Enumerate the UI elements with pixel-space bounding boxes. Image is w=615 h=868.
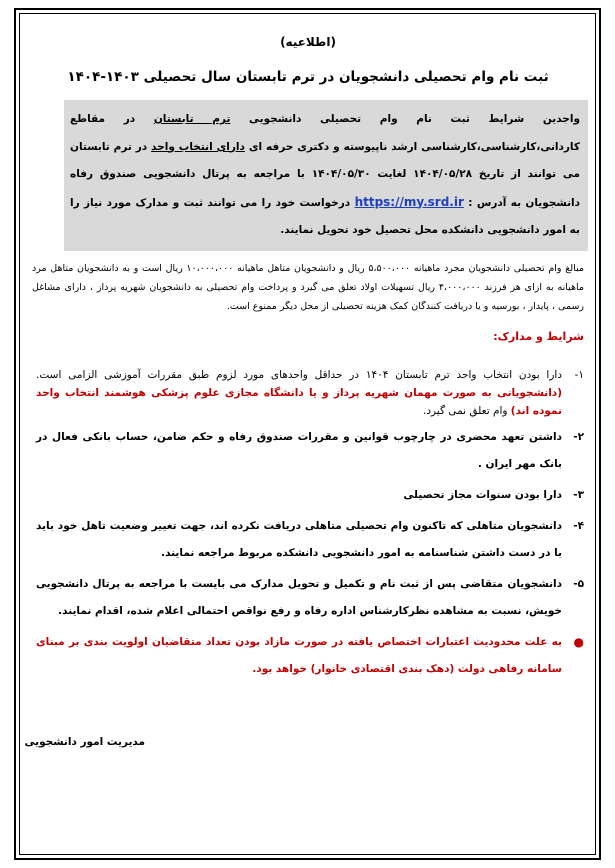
box-text-4: درخواست خود را می توانند ثبت و مدارک مورد نیاز را به امور دانشجویی دانشکده محل تحصیل خود تحویل نمایند.	[70, 196, 580, 236]
box-text-2: در مقاطع کاردانی،کارشناسی،کارشناسی ارشد ناپیوسته و دکتری حرفه ای	[70, 113, 580, 153]
notice-heading: (اطلاعیه)	[280, 35, 336, 49]
list-item	[36, 571, 584, 625]
item-text	[36, 366, 562, 420]
item-text-tail: وام تعلق نمی گیرد.	[423, 404, 511, 417]
box-text-1: واجدین شرایط ثبت نام وام تحصیلی دانشجویی	[230, 113, 580, 125]
notice-title: ثبت نام وام تحصیلی دانشجویان در ترم تابستان سال تحصیلی ۱۴۰۳-۱۴۰۴	[67, 69, 549, 85]
box-underline-course-selection: دارای انتخاب واحد	[151, 140, 245, 153]
item-text-red: (دانشجویانی به صورت مهمان شهریه پرداز و یا دانشگاه مجازی علوم پزشکی هوشمند انتخاب واحد نموده اند)	[36, 386, 562, 417]
priority-note-text: به علت محدودیت اعتبارات اختصاص یافته در صورت مازاد بودن تعداد متقاضیان اولویت بندی بر مبنای سامانه رفاهی دولت (دهک بندی اقتصادی خانوار) خواهد بود.	[36, 635, 562, 675]
conditions-title: شرایط و مدارک:	[493, 329, 584, 343]
conditions-list	[28, 366, 588, 683]
loan-amounts-paragraph: مبالغ وام تحصیلی دانشجویان مجرد ماهیانه ۵،۵۰۰،۰۰۰ ریال و دانشجویان متاهل ماهیانه ۱۰،۰۰۰،۰۰۰ ریال است و به دانشجویان متاهل مرد ماهیانه به ازای هر فرزند ۴،۰۰۰،۰۰۰ ریال تسهیلات اولاد تعلق می گیرد و پرداخت وام تحصیلی به دانشجویان شهریه پرداز ، دارای مشاغل رسمی ، پایدار ، بورسیه و یا دریافت کنندگان کمک هزینه تحصیلی از محل دیگر ممنوع است.	[32, 262, 584, 312]
item-number: ۴-	[573, 519, 584, 532]
signature: مدیریت امور دانشجویی	[24, 736, 145, 748]
item-number: ۱-	[574, 368, 584, 381]
list-item	[36, 424, 584, 478]
list-item	[36, 482, 584, 509]
item-text: دارا بودن سنوات مجاز تحصیلی	[403, 488, 562, 501]
box-text-3: در ترم تابستان می توانند از تاریخ ۱۴۰۴/۰۵/۲۸ لغایت ۱۴۰۴/۰۵/۳۰ با مراجعه به پرتال دانشجویی صندوق رفاه دانشجویان به آدرس :	[70, 140, 581, 209]
bullet-icon: ●	[573, 634, 584, 649]
notice-document	[28, 22, 588, 683]
priority-note	[36, 629, 584, 683]
list-item	[36, 513, 584, 567]
item-text: دانشجویان متقاضی پس از ثبت نام و تکمیل و تحویل مدارک می بایست با مراجعه به پرتال دانشجویی خویش، نسبت به مشاهده نظرکارشناس اداره رفاه و رفع نواقص احتمالی اعلام شده، اقدام نمایند.	[36, 577, 562, 617]
item-number: ۳-	[573, 488, 584, 501]
item-number: ۵-	[573, 577, 584, 590]
item-number: ۲-	[573, 430, 584, 443]
box-underline-summer-term: ترم تابستان	[153, 113, 231, 125]
item-text: داشتن تعهد محضری در چارچوب قوانین و مقررات صندوق رفاه و حکم ضامن، حساب بانکی فعال در بانک مهر ایران .	[36, 430, 562, 470]
item-text: دانشجویان متاهلی که تاکنون وام تحصیلی متاهلی دریافت نکرده اند، جهت تغییر وضعیت تاهل خود باید با در دست داشتن شناسنامه به امور دانشجویی دانشکده مربوط مراجعه نمایند.	[36, 519, 562, 559]
item-text-main: دارا بودن انتخاب واحد ترم تابستان ۱۴۰۴ در حداقل واحدهای مورد لزوم طبق مقررات آموزشی الزامی است.	[36, 368, 563, 381]
list-item	[36, 366, 584, 420]
highlight-box	[64, 100, 588, 251]
portal-link[interactable]: https://my.srd.ir	[354, 194, 464, 209]
